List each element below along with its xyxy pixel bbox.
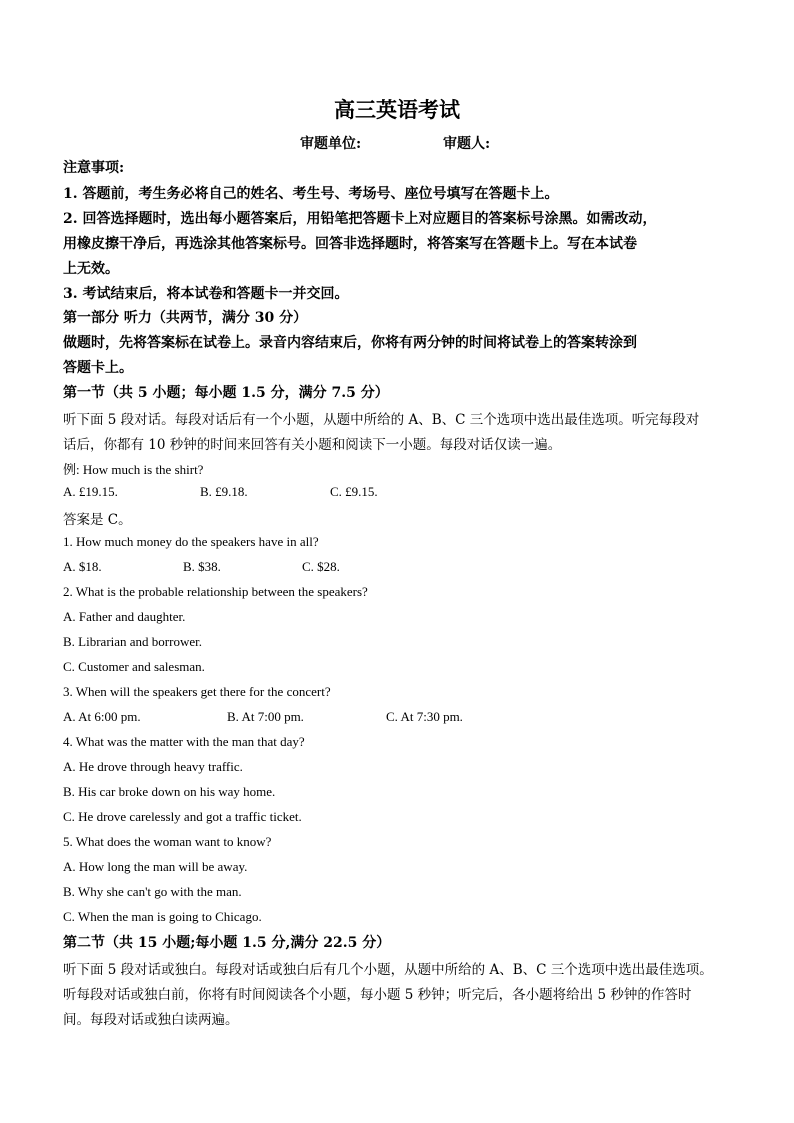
section2-instructions-line-2: 听每段对话或独白前，你将有时间阅读各个小题，每小题 5 秒钟；听完后，各小题将给出 5 秒钟的作答时 [63,987,692,1003]
question-2: 2. What is the probable relationship between the speakers? [63,584,368,599]
notes-item-3: 3. 考试结束后，将本试卷和答题卡一并交回。 [63,286,349,302]
section2-instructions-line-3: 间。每段对话或独白读两遍。 [63,1012,239,1028]
question-5: 5. What does the woman want to know? [63,834,272,849]
section1-heading: 第一节（共 5 小题；每小题 1.5 分，满分 7.5 分） [63,385,389,401]
question-4: 4. What was the matter with the man that day? [63,734,305,749]
part1-instructions-line-1: 做题时，先将答案标在试卷上。录音内容结束后，你将有两分钟的时间将试卷上的答案转涂到 [63,335,637,351]
question-4-option-a: A. He drove through heavy traffic. [63,759,243,774]
notes-item-2-line-2: 用橡皮擦干净后，再选涂其他答案标号。回答非选择题时，将答案写在答题卡上。写在本试卷 [63,236,637,252]
example-option-c: C. £9.15. [330,484,378,499]
question-4-option-c: C. He drove carelessly and got a traffic ticket. [63,809,302,824]
question-1-option-b: B. $38. [183,559,221,574]
question-3-option-b: B. At 7:00 pm. [227,709,304,724]
section2-instructions-line-1: 听下面 5 段对话或独白。每段对话或独白后有几个小题，从题中所给的 A、B、C 三个选项中选出最佳选项。 [63,962,713,978]
question-3-option-c: C. At 7:30 pm. [386,709,463,724]
notes-item-1: 1. 答题前，考生务必将自己的姓名、考生号、考场号、座位号填写在答题卡上。 [63,186,559,202]
question-1-option-a: A. $18. [63,559,102,574]
question-4-option-b: B. His car broke down on his way home. [63,784,276,799]
question-2-option-c: C. Customer and salesman. [63,659,205,674]
question-2-option-b: B. Librarian and borrower. [63,634,202,649]
section2-heading: 第二节（共 15 小题;每小题 1.5 分,满分 22.5 分） [63,935,391,951]
example-question: 例: How much is the shirt? [63,462,204,477]
question-3-option-a: A. At 6:00 pm. [63,709,141,724]
example-option-a: A. £19.15. [63,484,118,499]
exam-title: 高三英语考试 [334,97,460,122]
question-5-option-b: B. Why she can't go with the man. [63,884,242,899]
part1-instructions-line-2: 答题卡上。 [63,360,133,376]
question-3: 3. When will the speakers get there for the concert? [63,684,331,699]
section1-instructions-line-1: 听下面 5 段对话。每段对话后有一个小题，从题中所给的 A、B、C 三个选项中选出最佳选项。听完每段对 [63,412,700,428]
notes-item-2-line-3: 上无效。 [63,261,119,277]
example-option-b: B. £9.18. [200,484,248,499]
section1-instructions-line-2: 话后，你都有 10 秒钟的时间来回答有关小题和阅读下一小题。每段对话仅读一遍。 [63,437,562,453]
question-1: 1. How much money do the speakers have in all? [63,534,319,549]
question-5-option-a: A. How long the man will be away. [63,859,248,874]
notes-heading: 注意事项: [63,160,125,176]
question-5-option-c: C. When the man is going to Chicago. [63,909,262,924]
question-1-option-c: C. $28. [302,559,340,574]
notes-item-2-line-1: 2. 回答选择题时，选出每小题答案后，用铅笔把答题卡上对应题目的答案标号涂黑。如需改动， [63,211,657,227]
question-2-option-a: A. Father and daughter. [63,609,186,624]
review-unit-label: 审题单位: [300,136,362,152]
reviewer-label: 审题人: [443,136,491,152]
part1-heading: 第一部分 听力（共两节，满分 30 分） [63,310,308,326]
example-answer: 答案是 C。 [63,512,132,528]
